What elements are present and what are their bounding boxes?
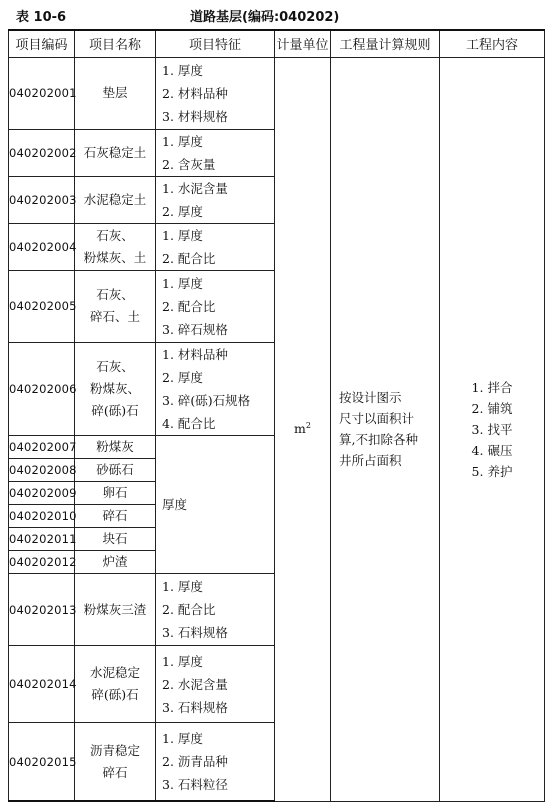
item-code: 040202003 [9, 176, 75, 223]
item-name [75, 129, 156, 176]
item-code: 040202015 [9, 723, 75, 801]
content-line: 3. 找平 [471, 421, 513, 437]
rule-cell [331, 57, 440, 801]
item-name-line: 碎石 [102, 508, 128, 524]
item-name [75, 574, 156, 646]
content-cell [440, 57, 545, 801]
item-name [75, 482, 156, 505]
item-code: 040202001 [9, 57, 75, 129]
content-line: 4. 碾压 [471, 442, 513, 458]
item-code: 040202007 [9, 436, 75, 459]
item-features [156, 646, 275, 723]
item-name [75, 646, 156, 723]
item-features [156, 270, 275, 342]
feature-line: 2. 厚度 [162, 369, 203, 385]
item-name-line: 石灰、 [96, 287, 134, 303]
item-name-line: 水泥稳定 [89, 665, 140, 681]
feature-line: 2. 水泥含量 [162, 676, 228, 692]
item-code: 040202006 [9, 342, 75, 435]
item-name-line: 粉煤灰、 [89, 380, 140, 396]
item-code: 040202011 [9, 528, 75, 551]
feature-line: 2. 沥青品种 [162, 754, 228, 770]
feature-line: 2. 配合比 [162, 250, 216, 266]
item-name-line: 粉煤灰三渣 [83, 601, 147, 617]
feature-line: 3. 材料规格 [162, 108, 228, 124]
feature-line: 3. 碎石规格 [162, 321, 228, 337]
item-name [75, 436, 156, 459]
feature-line: 4. 配合比 [162, 415, 216, 431]
item-name-line: 沥青稳定 [89, 742, 140, 758]
item-name-line: 炉渣 [102, 554, 128, 570]
item-name [75, 459, 156, 482]
feature-line: 1. 厚度 [162, 227, 203, 243]
item-name-line: 垫层 [102, 85, 128, 101]
table-title: 道路基层(编码:040202) [190, 10, 340, 25]
item-name-line: 粉煤灰 [96, 439, 134, 454]
rule-line: 按设计图示 [339, 390, 402, 405]
shared-thickness-feature [156, 436, 275, 574]
item-name [75, 723, 156, 801]
feature-line: 2. 含灰量 [162, 156, 216, 172]
unit-exponent: 2 [305, 421, 311, 431]
item-code: 040202009 [9, 482, 75, 505]
unit-base: m [294, 421, 306, 437]
content-line: 5. 养护 [471, 463, 513, 479]
header-content: 工程内容 [440, 30, 545, 57]
table-row [9, 57, 545, 129]
item-features [156, 57, 275, 129]
content-text [472, 377, 513, 482]
header-row [9, 30, 545, 57]
item-code: 040202004 [9, 223, 75, 270]
item-code: 040202012 [9, 551, 75, 574]
item-name-line: 块石 [102, 531, 128, 547]
item-code: 040202013 [9, 574, 75, 646]
item-code: 040202014 [9, 646, 75, 723]
item-name [75, 270, 156, 342]
rule-text [339, 387, 431, 471]
item-name-line: 碎(砾)石 [91, 687, 139, 703]
table-number: 表 10-6 [16, 10, 67, 25]
content-line: 1. 拌合 [471, 379, 513, 395]
item-code: 040202010 [9, 505, 75, 528]
header-rule: 工程量计算规则 [331, 30, 440, 57]
feature-line: 1. 水泥含量 [162, 180, 228, 196]
rule-line: 井所占面积 [339, 453, 402, 468]
item-name [75, 528, 156, 551]
item-name-line: 石灰稳定土 [83, 144, 147, 160]
item-code: 040202008 [9, 459, 75, 482]
item-name-line: 卵石 [102, 485, 128, 501]
item-name-line: 水泥稳定土 [83, 191, 147, 207]
feature-line: 1. 厚度 [162, 653, 203, 669]
feature-line: 3. 石料规格 [162, 699, 228, 715]
item-name [75, 505, 156, 528]
item-name [75, 176, 156, 223]
roadbase-table [8, 29, 545, 802]
item-name-line: 粉煤灰、土 [83, 249, 147, 265]
item-name-line: 砂砾石 [96, 462, 134, 478]
rule-line: 尺寸以面积计 [339, 411, 415, 426]
item-name [75, 57, 156, 129]
feature-line: 2. 材料品种 [162, 85, 228, 101]
item-name [75, 551, 156, 574]
item-name-line: 碎(砾)石 [91, 402, 139, 418]
content-line: 2. 铺筑 [471, 400, 513, 416]
header-features: 项目特征 [156, 30, 275, 57]
item-features [156, 176, 275, 223]
feature-line: 1. 厚度 [162, 579, 203, 595]
feature-line: 3. 碎(砾)石规格 [162, 392, 251, 408]
feature-line: 2. 厚度 [162, 203, 203, 219]
header-code: 项目编码 [9, 30, 75, 57]
feature-line: 1. 材料品种 [162, 346, 228, 362]
item-features [156, 129, 275, 176]
item-name [75, 223, 156, 270]
feature-line: 3. 石料规格 [162, 625, 228, 641]
feature-line: 1. 厚度 [162, 731, 203, 747]
item-name-line: 石灰、 [96, 358, 134, 374]
rule-line: 算,不扣除各种 [339, 432, 418, 447]
header-unit: 计量单位 [275, 30, 331, 57]
item-features [156, 723, 275, 801]
table-caption [0, 6, 551, 26]
item-name-line: 碎石、土 [89, 309, 140, 325]
item-code: 040202002 [9, 129, 75, 176]
feature-line: 2. 配合比 [162, 298, 216, 314]
unit-cell [275, 57, 331, 801]
item-name-line: 碎石 [102, 764, 128, 780]
header-name: 项目名称 [75, 30, 156, 57]
item-features [156, 574, 275, 646]
feature-line: 1. 厚度 [162, 275, 203, 291]
item-name [75, 342, 156, 435]
item-code: 040202005 [9, 270, 75, 342]
item-features [156, 223, 275, 270]
item-features [156, 342, 275, 435]
item-name-line: 石灰、 [96, 227, 134, 243]
feature-line: 厚度 [162, 497, 188, 513]
feature-line: 1. 厚度 [162, 133, 203, 149]
feature-line: 2. 配合比 [162, 602, 216, 618]
feature-line: 1. 厚度 [162, 62, 203, 78]
feature-line: 3. 石料粒径 [162, 777, 228, 793]
